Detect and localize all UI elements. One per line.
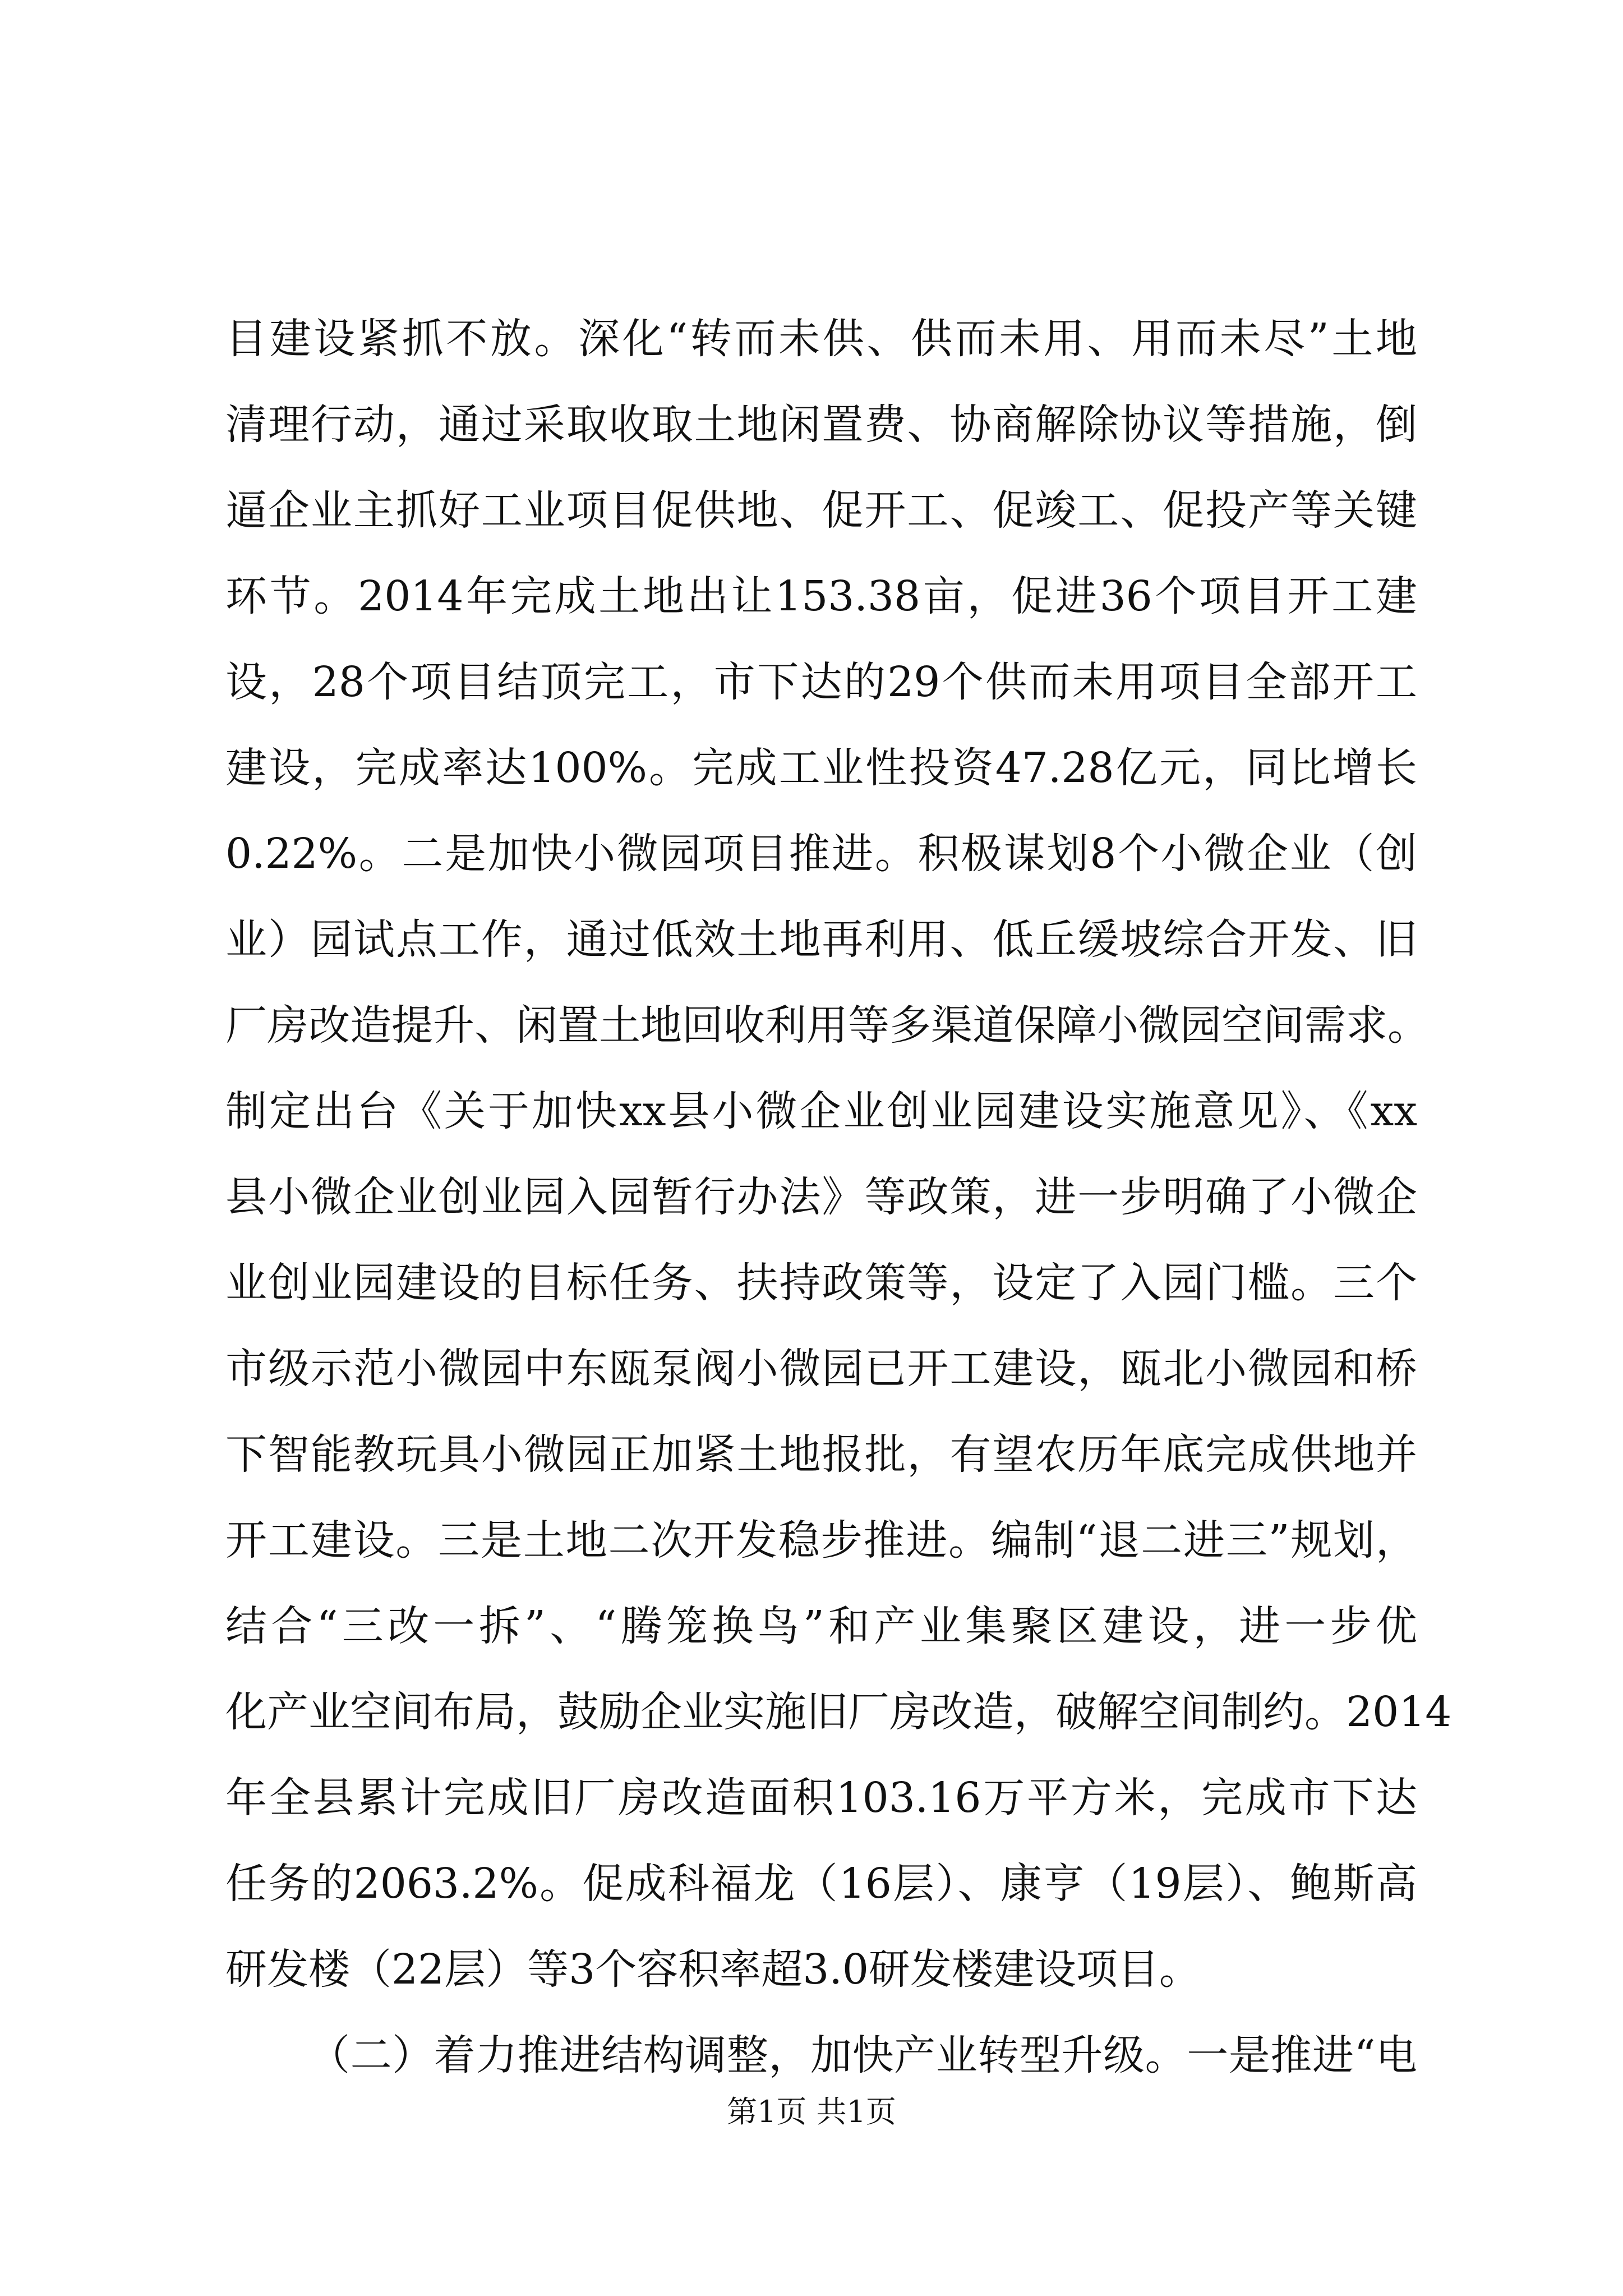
text-line-20: 研发楼（22层）等3个容积率超3.0研发楼建设项目。 xyxy=(225,1945,1201,1994)
body-text xyxy=(225,296,1452,2099)
text-line-19: 任务的2063.2%。促成科福龙（16层）、康亨（19层）、鲍斯高 xyxy=(225,1860,1417,1908)
page-footer: 第1页 共1页 xyxy=(727,2094,896,2129)
text-line-8: 业）园试点工作，通过低效土地再利用、低丘缓坡综合开发、旧 xyxy=(225,915,1417,964)
text-line-15: 开工建设。三是土地二次开发稳步推进。编制“退二进三”规划， xyxy=(225,1516,1417,1565)
text-line-11: 县小微企业创业园入园暂行办法》等政策，进一步明确了小微企 xyxy=(225,1173,1417,1221)
text-line-16: 结合“三改一拆”、“腾笼换鸟”和产业集聚区建设，进一步优 xyxy=(225,1602,1417,1650)
text-line-2: 清理行动，通过采取收取土地闲置费、协商解除协议等措施，倒 xyxy=(225,401,1417,449)
text-line-18: 年全县累计完成旧厂房改造面积103.16万平方米，完成市下达 xyxy=(225,1774,1417,1822)
text-line-5: 设，28个项目结顶完工，市下达的29个供而未用项目全部开工 xyxy=(225,658,1417,706)
text-line-9: 厂房改造提升、闲置土地回收利用等多渠道保障小微园空间需求。 xyxy=(225,1001,1429,1050)
text-line-4: 环节。2014年完成土地出让153.38亩，促进36个项目开工建 xyxy=(225,572,1417,620)
text-line-1: 目建设紧抓不放。深化“转而未供、供而未用、用而未尽”土地 xyxy=(225,315,1417,363)
text-line-12: 业创业园建设的目标任务、扶持政策等，设定了入园门槛。三个 xyxy=(225,1259,1417,1307)
text-line-17: 化产业空间布局，鼓励企业实施旧厂房改造，破解空间制约。2014 xyxy=(225,1688,1452,1736)
text-line-3: 逼企业主抓好工业项目促供地、促开工、促竣工、促投产等关键 xyxy=(225,486,1417,535)
text-line-10: 制定出台《关于加快xx县小微企业创业园建设实施意见》、《xx xyxy=(225,1087,1417,1135)
text-line-14: 下智能教玩具小微园正加紧土地报批，有望农历年底完成供地并 xyxy=(225,1430,1417,1479)
text-line-7: 0.22%。二是加快小微园项目推进。积极谋划8个小微企业（创 xyxy=(225,830,1417,878)
text-line-13: 市级示范小微园中东瓯泵阀小微园已开工建设，瓯北小微园和桥 xyxy=(225,1345,1417,1393)
text-line-21: （二）着力推进结构调整，加快产业转型升级。一是推进“电 xyxy=(308,2031,1417,2079)
text-line-6: 建设，完成率达100%。完成工业性投资47.28亿元，同比增长 xyxy=(225,744,1417,792)
